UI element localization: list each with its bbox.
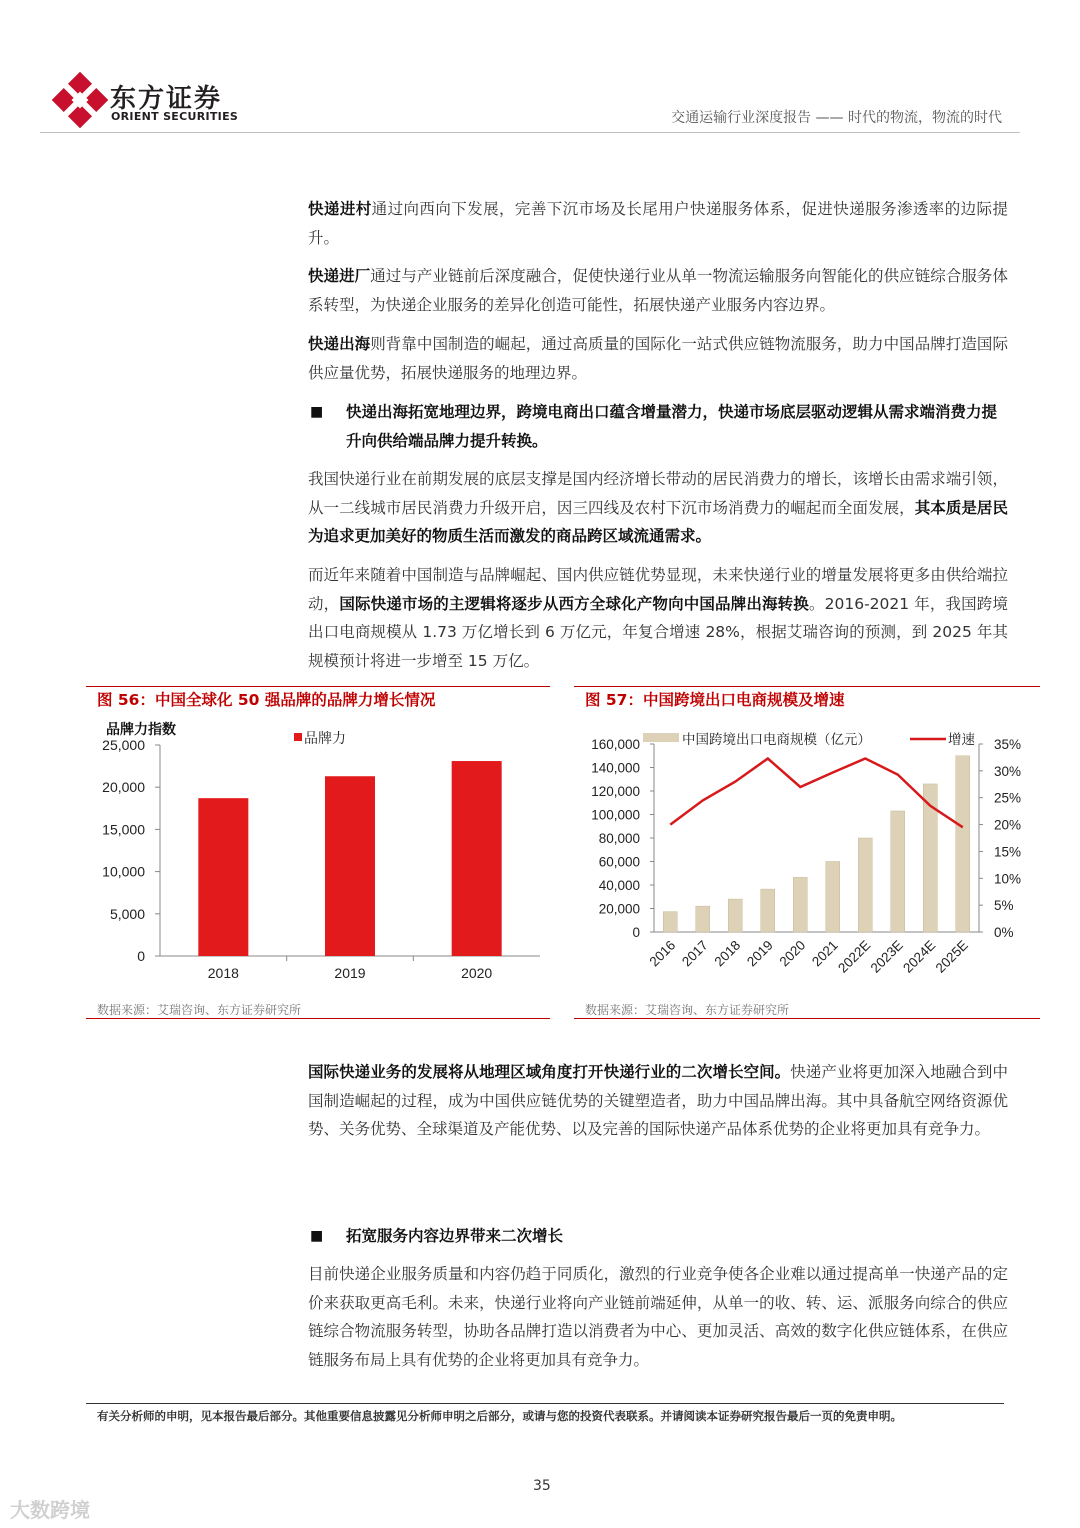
chart2-bar-2018 xyxy=(728,899,742,932)
footer-divider xyxy=(86,1403,1004,1404)
figure57-source: 数据来源：艾瑞咨询、东方证券研究所 xyxy=(585,1003,790,1017)
chart1-y-axis-label: 品牌力指数 xyxy=(106,721,176,737)
paragraph-consumption xyxy=(308,465,1008,551)
chart1-legend-label: 品牌力 xyxy=(304,730,346,746)
chart1-y-tick-label: 10,000 xyxy=(102,863,145,880)
chart2-left-tick-label: 20,000 xyxy=(598,901,640,917)
chart2-right-tick-label: 10% xyxy=(994,871,1022,887)
orient-securities-logo xyxy=(50,70,110,130)
header-divider xyxy=(40,132,1020,133)
figure56-source: 数据来源：艾瑞咨询、东方证券研究所 xyxy=(97,1003,302,1017)
brand-name-en: ORIENT SECURITIES xyxy=(111,110,239,123)
figure57-bottom-rule xyxy=(574,1018,1040,1019)
chart2-left-tick-label: 160,000 xyxy=(591,737,640,752)
chart1-y-tick-label: 0 xyxy=(137,948,145,964)
chart2-left-tick-label: 120,000 xyxy=(591,784,640,799)
chart2-x-tick-label: 2020 xyxy=(776,937,809,970)
chart1-bar-2020 xyxy=(452,761,502,956)
chart2-x-tick-label: 2018 xyxy=(711,937,744,970)
paragraph-lead: 国际快递业务的发展将从地理区域角度打开快递行业的二次增长空间。 xyxy=(308,1063,791,1081)
chart2-right-tick-label: 15% xyxy=(994,844,1022,860)
chart2-left-tick-label: 0 xyxy=(632,925,640,940)
bullet-square-icon: ■ xyxy=(310,404,324,420)
paragraph-emphasis: 其本质是居民为追求更加美好的物质生活而激发的商品跨区域流通需求。 xyxy=(308,498,1008,545)
chart2-right-tick-label: 5% xyxy=(994,898,1014,914)
paragraph-text: 目前快递企业服务质量和内容仍趋于同质化，激烈的行业竞争使各企业难以通过提高单一快递产品的定价来获取更高毛利。未来，快递行业将向产业链前端延伸，从单一的收、转、运、派服务向综合的供应链综合物流服务转型，协助各品牌打造以消费者为中心、更加灵活、高效的数字化供应链体系，在供应链服务布局上具有优势的企业将更加具有竞争力。 xyxy=(308,1265,1008,1369)
chart2-x-tick-label: 2017 xyxy=(679,937,711,970)
chart1-y-tick-label: 25,000 xyxy=(102,737,145,753)
paragraph-supply xyxy=(308,561,1008,675)
chart2-right-y-ticks xyxy=(979,737,1021,940)
chart2-left-tick-label: 40,000 xyxy=(598,878,640,893)
chart1-bar-2019 xyxy=(325,776,375,956)
chart1-x-tick-label: 2018 xyxy=(207,965,239,981)
watermark: 大数跨境 xyxy=(10,1498,90,1522)
chart2-bar-2021 xyxy=(826,862,840,933)
chart2-bar-2025E xyxy=(956,756,970,932)
figure57-top-rule xyxy=(574,686,1040,687)
chart2-bar-2016 xyxy=(663,912,677,932)
chart2-x-tick-label: 2016 xyxy=(646,937,679,970)
paragraph-international xyxy=(308,1058,1008,1144)
paragraph-lead: 快递进村 xyxy=(308,200,372,218)
chart2-x-tick-label: 2024E xyxy=(900,937,939,976)
chart2-legend-bar-label: 中国跨境出口电商规模（亿元） xyxy=(682,732,871,747)
paragraph-text: 通过向西向下发展，完善下沉市场及长尾用户快递服务体系，促进快递服务渗透率的边际提升。 xyxy=(308,200,1008,247)
chart2-left-tick-label: 80,000 xyxy=(598,831,640,846)
disclaimer: 有关分析师的申明，见本报告最后部分。其他重要信息披露见分析师申明之后部分，或请与您的投资代表联系。并请阅读本证券研究报告最后一页的免责申明。 xyxy=(97,1409,902,1423)
chart2-left-y-ticks xyxy=(591,737,654,940)
chart2-x-tick-label: 2022E xyxy=(835,937,874,976)
chart1-legend xyxy=(294,730,346,746)
chart2-x-ticks xyxy=(647,938,971,976)
chart1-bar-2018 xyxy=(198,798,248,956)
bullet-heading-service xyxy=(308,1222,1008,1251)
chart2-bar-2019 xyxy=(761,889,775,932)
paragraph-text: 而近年来随着中国制造与品牌崛起、国内供应链优势显现，未来快递行业的增量发展将更多由供给端拉动， xyxy=(308,566,1008,613)
bullet-text: 拓宽服务内容边界带来二次增长 xyxy=(346,1227,564,1245)
chart2-left-tick-label: 100,000 xyxy=(591,807,640,823)
bullet-heading-overseas xyxy=(308,398,1008,455)
chart2-bar-2023E xyxy=(891,811,905,932)
figure56-title: 图 56：中国全球化 50 强品牌的品牌力增长情况 xyxy=(97,691,436,709)
chart2-growth-line xyxy=(670,759,963,828)
bullet-square-icon: ■ xyxy=(310,1228,324,1244)
paragraph-emphasis: 国际快递市场的主逻辑将逐步从西方全球化产物向中国品牌出海转换 xyxy=(339,594,809,613)
paragraph-homogeneous xyxy=(308,1260,1008,1374)
figure56-top-rule xyxy=(86,686,550,687)
paragraph-text: 我国快递行业在前期发展的底层支撑是国内经济增长带动的居民消费力的增长，该增长由需求端引领，从一二线城市居民消费力升级开启，因三四线及农村下沉市场消费力的崛起而全面发展， xyxy=(308,470,1008,517)
chart2-bars xyxy=(663,756,970,932)
paragraph-factory xyxy=(308,262,1008,319)
paragraph-village xyxy=(308,195,1008,252)
paragraph-text: 。2016-2021 年，我国跨境出口电商规模从 1.73 万亿增长到 6 万亿元，年复合增速 28%，根据艾瑞咨询的预测，到 2025 年其规模预计将进一步增至 15 万亿。 xyxy=(308,594,1008,670)
chart1-x-tick-label: 2020 xyxy=(461,965,493,981)
chart2-legend-bar-swatch xyxy=(643,733,679,742)
chart2-right-tick-label: 25% xyxy=(994,790,1022,806)
chart2-x-tick-label: 2019 xyxy=(744,937,776,970)
bullet-text: 快递出海拓宽地理边界，跨境电商出口蕴含增量潜力，快递市场底层驱动逻辑从需求端消费力提升向供给端品牌力提升转换。 xyxy=(346,403,998,450)
chart2-right-tick-label: 30% xyxy=(994,763,1022,779)
chart1-bars xyxy=(198,761,501,956)
brand-name-cn: 东方证券 xyxy=(110,84,223,114)
paragraph-text: 则背靠中国制造的崛起，通过高质量的国际化一站式供应链物流服务，助力中国品牌打造国际供应量优势，拓展快递服务的地理边界。 xyxy=(308,335,1008,382)
chart1-y-tick-label: 15,000 xyxy=(102,821,145,838)
chart2-growth-polyline xyxy=(670,759,963,828)
paragraph-lead: 快递进厂 xyxy=(308,267,371,285)
chart2-x-tick-label: 2023E xyxy=(867,937,906,976)
paragraph-lead: 快递出海 xyxy=(308,335,371,353)
chart1-y-tick-label: 20,000 xyxy=(102,779,145,796)
chart2-right-tick-label: 0% xyxy=(994,925,1014,940)
figure57-title: 图 57：中国跨境出口电商规模及增速 xyxy=(585,691,845,709)
figure56-bottom-rule xyxy=(86,1018,550,1019)
chart2-bar-2017 xyxy=(696,906,710,932)
chart1-y-tick-label: 5,000 xyxy=(109,905,145,922)
figure57-chart xyxy=(574,712,1040,992)
chart2-left-tick-label: 140,000 xyxy=(591,760,640,776)
chart2-legend xyxy=(643,731,976,747)
chart2-x-tick-label: 2021 xyxy=(809,937,841,970)
paragraph-text: 快递产业将更加深入地融合到中国制造崛起的过程，成为中国供应链优势的关键塑造者，助力中国品牌出海。其中具备航空网络资源优势、关务优势、全球渠道及产能优势、以及完善的国际快递产品体系优势的企业将更加具有竞争力。 xyxy=(308,1063,1008,1138)
paragraph-overseas xyxy=(308,330,1008,387)
chart1-x-tick-label: 2019 xyxy=(334,965,366,981)
chart1-legend-swatch xyxy=(294,733,302,741)
paragraph-text: 通过与产业链前后深度融合，促使快递行业从单一物流运输服务向智能化的供应链综合服务体系转型，为快递企业服务的差异化创造可能性，拓展快递产业服务内容边界。 xyxy=(308,267,1008,314)
chart1-x-ticks xyxy=(208,956,493,981)
page-number: 35 xyxy=(533,1478,551,1494)
chart2-bar-2020 xyxy=(793,877,807,932)
report-title: 交通运输行业深度报告 —— 时代的物流，物流的时代 xyxy=(671,110,1002,126)
chart1-y-ticks xyxy=(102,737,160,964)
chart2-x-tick-label: 2025E xyxy=(932,937,971,976)
chart2-bar-2022E xyxy=(858,838,872,932)
figure56-chart xyxy=(86,712,550,992)
chart2-left-tick-label: 60,000 xyxy=(598,854,640,870)
chart2-right-tick-label: 35% xyxy=(994,737,1022,752)
chart2-right-tick-label: 20% xyxy=(994,817,1022,833)
chart2-legend-line-label: 增速 xyxy=(948,732,975,747)
